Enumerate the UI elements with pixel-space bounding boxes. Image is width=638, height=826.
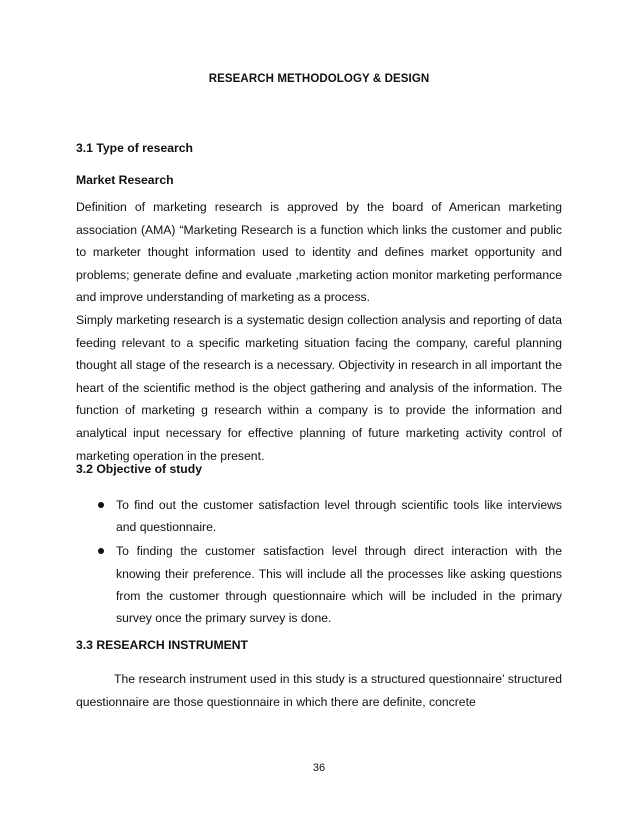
section-heading-research-instrument: 3.3 RESEARCH INSTRUMENT (76, 638, 248, 652)
list-item-text: To find out the customer satisfaction level through scientific tools like interviews and questionnaire. (116, 498, 562, 535)
paragraph-definition: Definition of marketing research is approved by the board of American marketing association (AMA) “Marketing Research is a function which links the customer and public to marketer thought information used to identity and defines market opportunity and problems; generate define and evaluate ,marketing action monitor marketing performance and improve understanding of marketing as a process. (76, 200, 562, 305)
page-title: RESEARCH METHODOLOGY & DESIGN (208, 73, 430, 85)
list-item-text: To finding the customer satisfaction level through direct interaction with the knowing their preference. This will include all the processes like asking questions from the customer through questionnaire which will be included in the primary survey once the primary survey is done. (116, 544, 562, 626)
paragraph-marketing-research: Simply marketing research is a systematic design collection analysis and reporting of data feeding relevant to a specific marketing situation facing the company, careful planning thought all stage of the research is a necessary. Objectivity in research in all important the heart of the scientific method is the object gathering and analysis of the information. The function of marketing g research within a company is to provide the information and analytical input necessary for effective planning of future marketing activity control of marketing operation in the present. (76, 313, 562, 463)
bullet-icon (98, 502, 104, 508)
list-item (94, 540, 562, 629)
section-heading-type-of-research: 3.1 Type of research (76, 141, 193, 155)
objective-list (94, 494, 562, 631)
page-number: 36 (312, 762, 326, 774)
list-item (94, 494, 562, 538)
section-heading-objective: 3.2 Objective of study (76, 462, 202, 476)
bullet-icon (98, 548, 104, 554)
paragraph-research-instrument: The research instrument used in this study is a structured questionnaire’ structured questionnaire are those questionnaire in which there are definite, concrete (76, 672, 562, 709)
subheading-market-research: Market Research (76, 173, 174, 187)
